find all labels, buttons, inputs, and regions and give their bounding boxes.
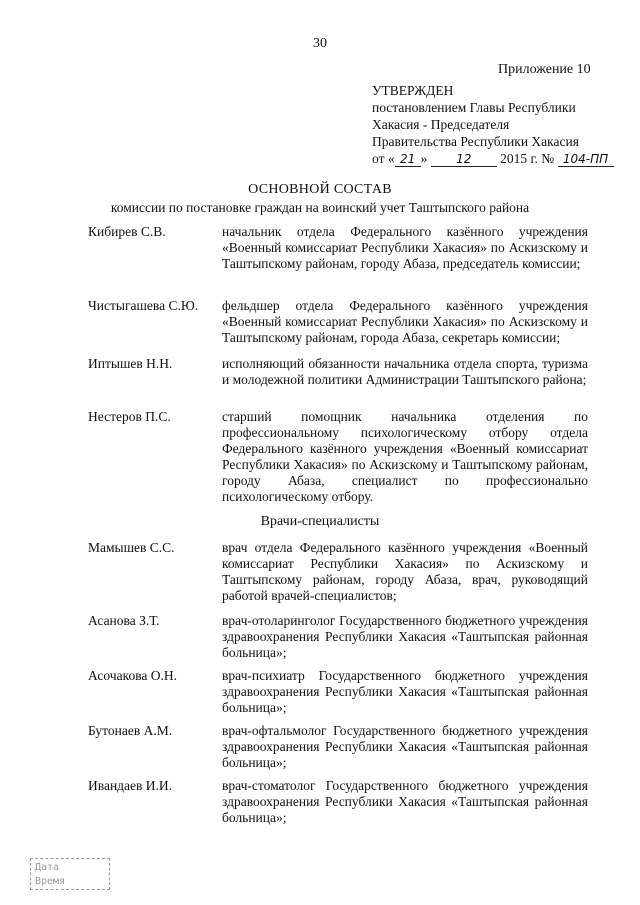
doctor-name: Асанова З.Т. bbox=[88, 613, 160, 628]
doctor-name: Ивандаев И.И. bbox=[88, 778, 173, 793]
document-subtitle: комиссии по постановке граждан на воинский учет Таштыпского района bbox=[110, 200, 530, 215]
member-name: Иптышев Н.Н. bbox=[88, 356, 173, 371]
date-mid: » bbox=[420, 151, 428, 166]
annex-label: Приложение 10 bbox=[498, 62, 591, 77]
member-desc: фельдшер отдела Федерального казённого учреждения «Военный комиссариат Республики Хакасия» по Аскизскому и Таштыпскому районам, города Абаза, секретарь комиссии; bbox=[222, 298, 588, 345]
doctor-desc: врач-офтальмолог Государственного бюджетного учреждения здравоохранения Республики Хакасия «Таштыпская районная больница»; bbox=[222, 723, 588, 770]
doctors-heading: Врачи-специалисты bbox=[260, 514, 380, 529]
doctor-desc: врач-стоматолог Государственного бюджетного учреждения здравоохранения Республики Хакасия «Таштыпская районная больница»; bbox=[222, 778, 588, 825]
document-title: ОСНОВНОЙ СОСТАВ bbox=[248, 182, 392, 197]
doctor-name: Бутонаев А.М. bbox=[88, 723, 173, 738]
date-suffix: 2015 г. № bbox=[500, 151, 555, 166]
stamp-line-1: Дата bbox=[35, 862, 60, 873]
approval-line-1: постановлением Главы Республики bbox=[372, 100, 576, 115]
date-month: 12 bbox=[431, 152, 497, 167]
decree-number: 104-ПП bbox=[558, 152, 614, 167]
stamp-line-2: Время bbox=[35, 876, 66, 887]
member-desc: старший помощник начальника отделения по профессиональному психологическому отбору отдела Федерального казённого учреждения «Военный комиссариат Республики Хакасия» по Аскизскому и Таштыпскому районам, городу Абаза, специалист по профессионально психологическому отбору. bbox=[222, 409, 588, 504]
doctor-desc: врач-психиатр Государственного бюджетного учреждения здравоохранения Республики Хакасия «Таштыпская районная больница»; bbox=[222, 668, 588, 715]
doctor-desc: врач-отоларинголог Государственного бюджетного учреждения здравоохранения Республики Хакасия «Таштыпская районная больница»; bbox=[222, 613, 588, 660]
approval-line-2: Хакасия - Председателя bbox=[372, 117, 510, 132]
approval-heading: УТВЕРЖДЕН bbox=[372, 83, 454, 98]
page-number: 30 bbox=[313, 36, 327, 51]
member-desc: исполняющий обязанности начальника отдела спорта, туризма и молодежной политики Администрации Таштыпского района; bbox=[222, 356, 588, 387]
date-prefix: от « bbox=[372, 151, 395, 166]
doctor-name: Асочакова О.Н. bbox=[88, 668, 178, 683]
member-desc: начальник отдела Федерального казённого учреждения «Военный комиссариат Республики Хакасия» по Аскизскому и Таштыпскому районам, городу Абаза, председатель комиссии; bbox=[222, 224, 588, 271]
member-name: Нестеров П.С. bbox=[88, 409, 171, 424]
member-name: Чистыгашева С.Ю. bbox=[88, 298, 199, 313]
member-name: Кибирев С.В. bbox=[88, 224, 166, 239]
approval-date-line bbox=[372, 150, 614, 167]
doctor-desc: врач отдела Федерального казённого учреждения «Военный комиссариат Республики Хакасия» по Аскизскому и Таштыпскому районам, городу Абаза, врач, руководящий работой врачей-специалистов; bbox=[222, 540, 588, 603]
approval-block bbox=[372, 82, 614, 167]
registration-stamp bbox=[30, 858, 110, 890]
doctor-name: Мамышев С.С. bbox=[88, 540, 175, 555]
approval-line-3: Правительства Республики Хакасия bbox=[372, 134, 579, 149]
date-day: 21 bbox=[395, 152, 421, 167]
